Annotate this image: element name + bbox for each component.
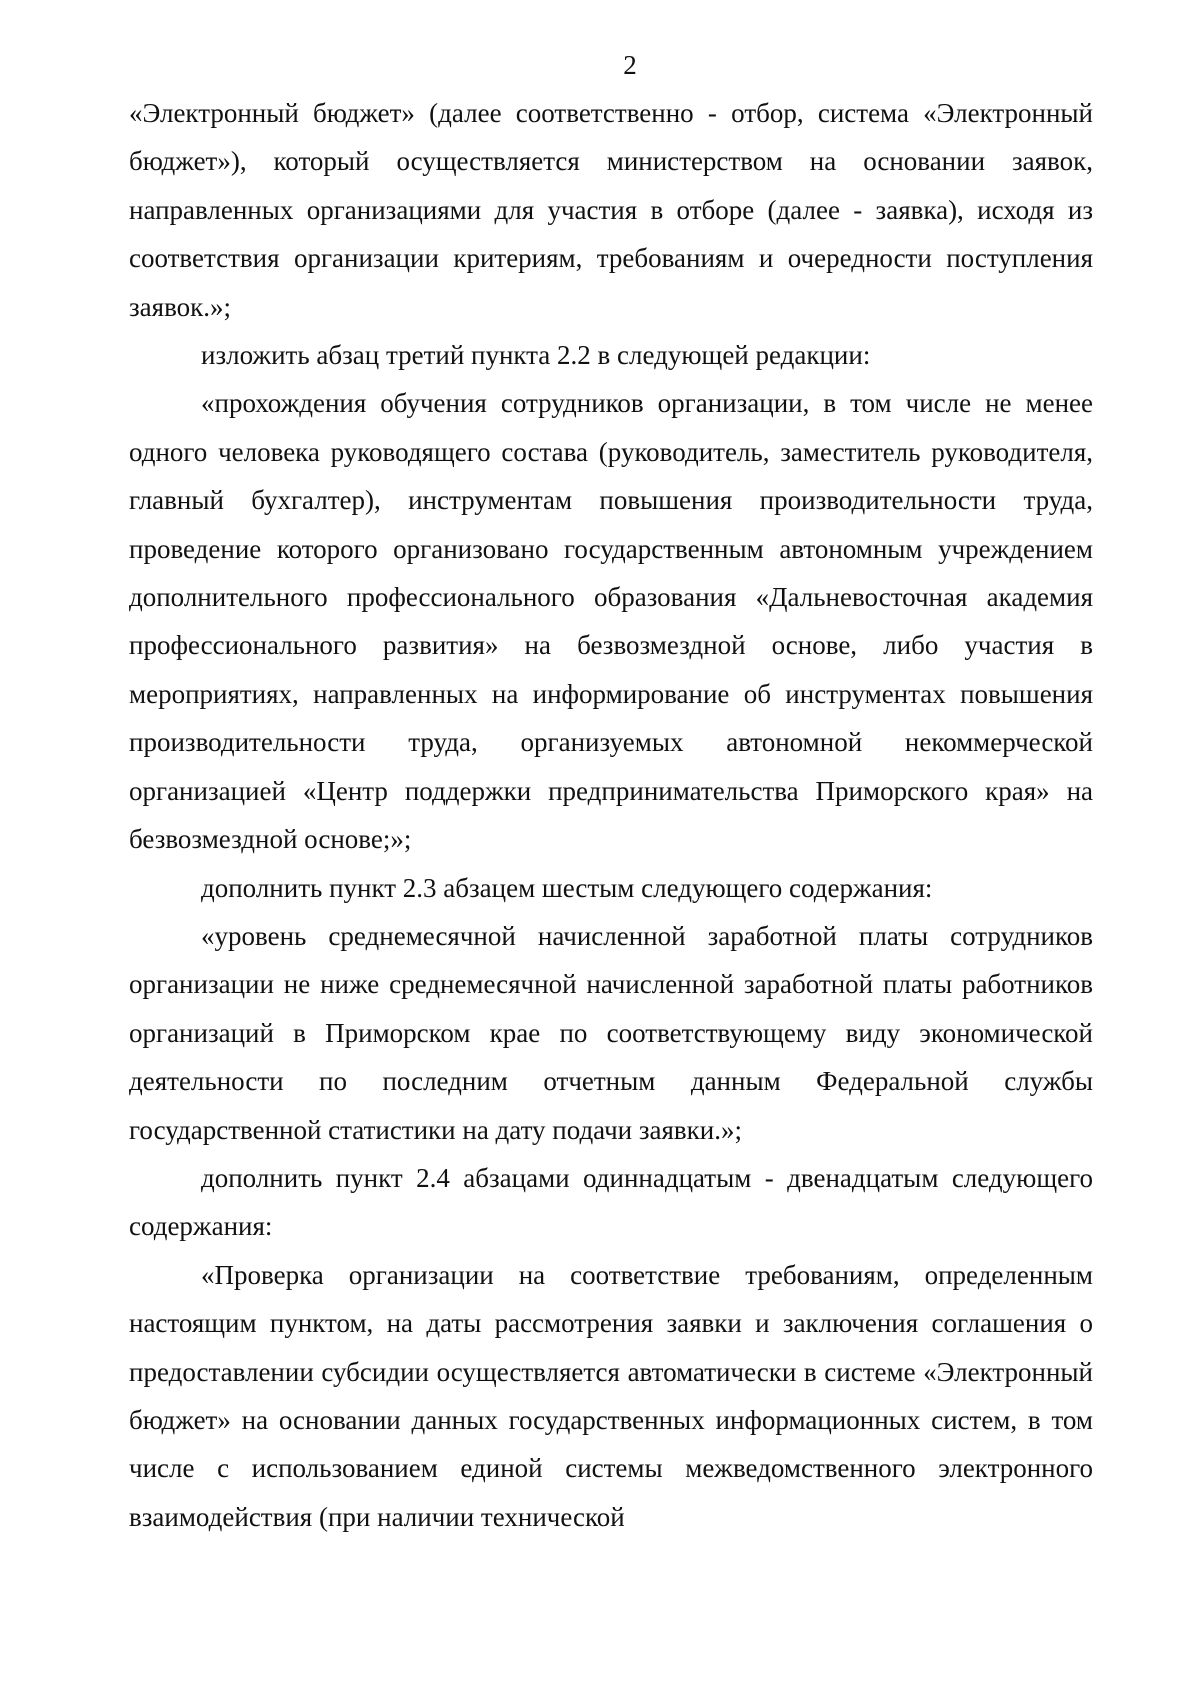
paragraph-training-text: «прохождения обучения сотрудников организации, в том числе не менее одного человека руководящего состава (руководитель, заместитель руководителя, главный бухгалтер), инструментам повышения производительности труда, проведение которого организовано государственным автономным учреждением дополнительного профессионального образования «Дальневосточная академия профессионального развития» на безвозмездной основе, либо участия в мероприятиях, направленных на информирование об инструментах повышения производительности труда, организуемых автономной некоммерческой организацией «Центр поддержки предпринимательства Приморского края» на безвозмездной основе;»; [129,388,1093,855]
paragraph-salary-text: «уровень среднемесячной начисленной заработной платы сотрудников организации не ниже среднемесячной начисленной заработной платы работников организаций в Приморском крае по соответствующему виду экономической деятельности по последним отчетным данным Федеральной службы государственной статистики на дату подачи заявки.»; [129,920,1093,1145]
page-number: 2 [623,50,637,80]
paragraph-verification-text: «Проверка организации на соответствие требованиям, определенным настоящим пунктом, на даты рассмотрения заявки и заключения соглашения о предоставлении субсидии осуществляется автоматически в системе «Электронный бюджет» на основании данных государственных информационных систем, в том числе с использованием единой системы межведомственного электронного взаимодействия (при наличии технической [129,1259,1093,1532]
paragraph-amend-2-4: дополнить пункт 2.4 абзацами одиннадцатым - двенадцатым следующего содержания: [129,1162,1093,1242]
paragraph-continuation: «Электронный бюджет» (далее соответственно - отбор, система «Электронный бюджет»), который осуществляется министерством на основании заявок, направленных организациями для участия в отборе (далее - заявка), исходя из соответствия организации критериям, требованиям и очередности поступления заявок.»; [129,98,1093,322]
paragraph-amend-2-2: изложить абзац третий пункта 2.2 в следующей редакции: [201,340,871,371]
paragraph-amend-2-3: дополнить пункт 2.3 абзацем шестым следующего содержания: [201,872,933,903]
document-body [129,89,1093,1541]
